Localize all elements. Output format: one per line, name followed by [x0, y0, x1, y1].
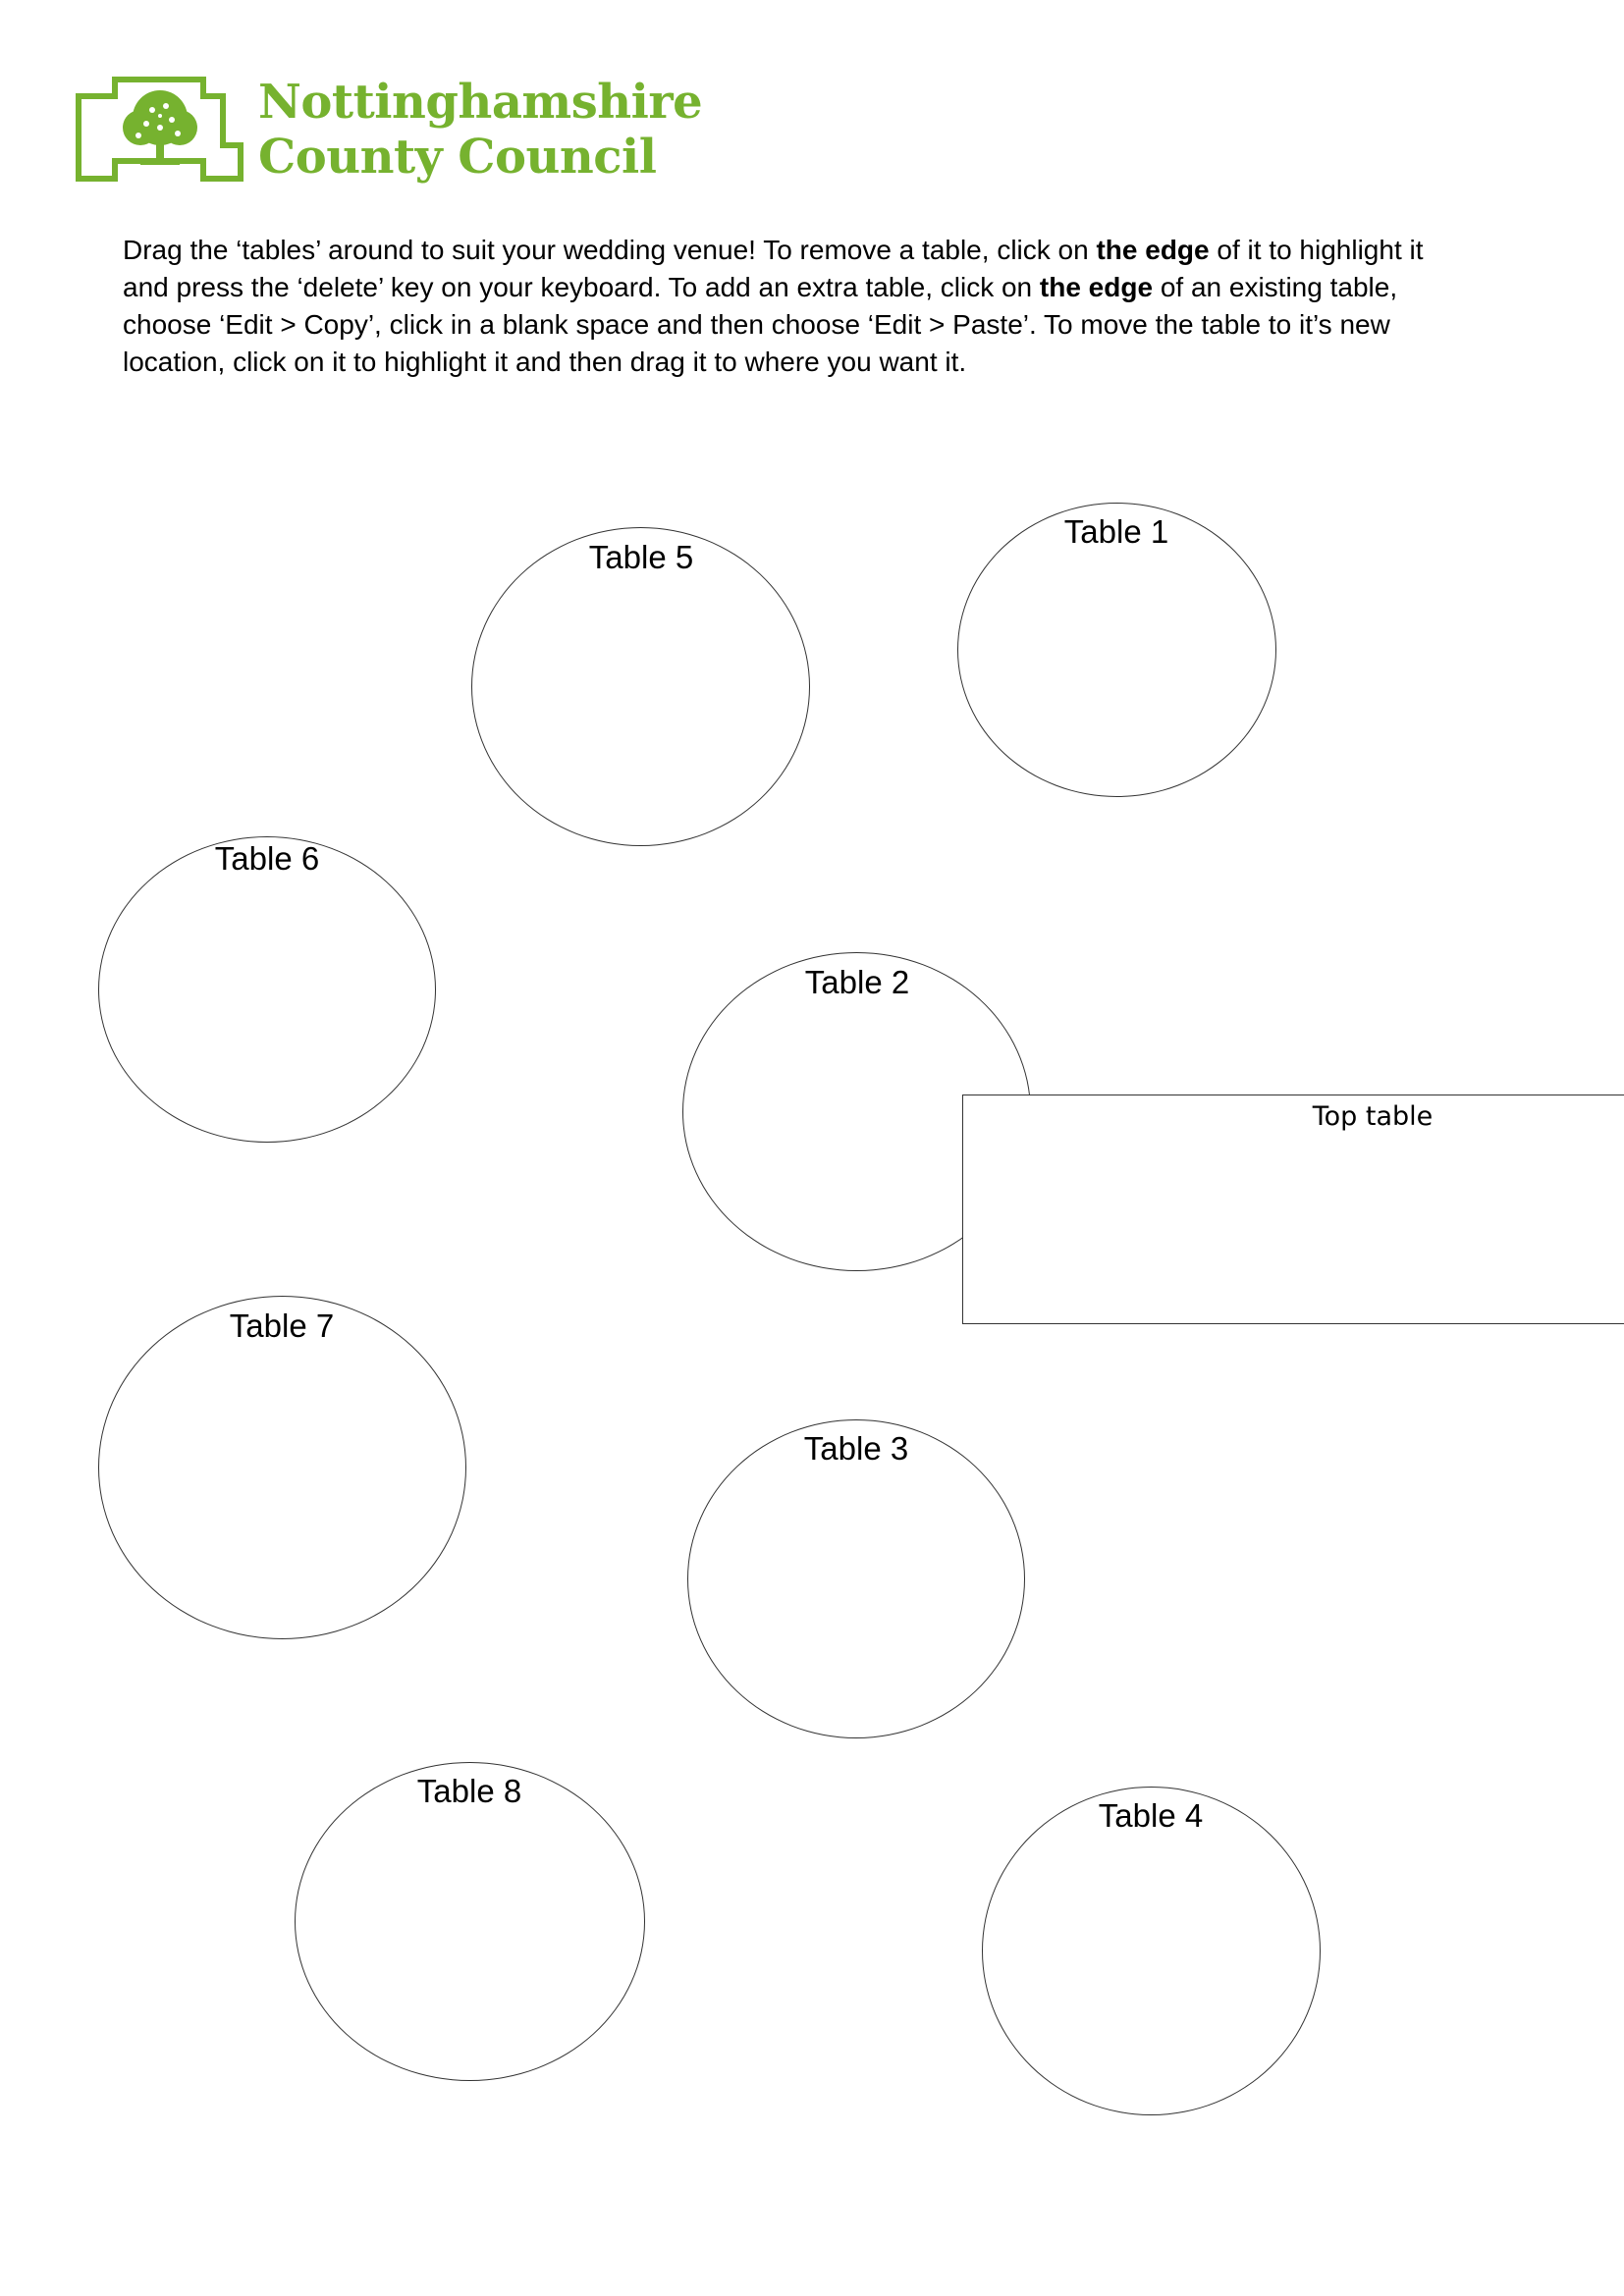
table-7-label: Table 7: [229, 1308, 335, 1344]
org-name-line2: County Council: [258, 130, 657, 185]
instructions-paragraph: [123, 232, 1468, 381]
table-5-label: Table 5: [588, 539, 694, 575]
council-logo: [76, 75, 724, 187]
table-8-label: Table 8: [416, 1773, 522, 1809]
table-7-circle[interactable]: [98, 1296, 466, 1639]
instructions-text-3: of an existing table, choose ‘Edit > Copy’, click in a blank space and then choose ‘Edit > Paste’. To move the table to it’s new location, click on it to highlight it and then drag it to where you want it.: [123, 272, 1398, 377]
instructions-bold-1: the edge: [1096, 235, 1210, 265]
top-table-label: Top table: [1312, 1101, 1434, 1132]
org-name-line1: Nottinghamshire: [258, 75, 703, 130]
table-4-label: Table 4: [1098, 1797, 1204, 1834]
table-4-circle[interactable]: [982, 1787, 1321, 2115]
instructions-text-2: of it to highlight it and press the ‘delete’ key on your keyboard. To add an extra table, click on: [123, 235, 1424, 302]
table-1-label: Table 1: [1063, 513, 1169, 550]
top-table-rect[interactable]: [962, 1095, 1624, 1324]
instructions-bold-2: the edge: [1039, 272, 1154, 302]
table-6-circle[interactable]: [98, 836, 436, 1143]
instructions-text-1: Drag the ‘tables’ around to suit your wedding venue! To remove a table, click on: [123, 235, 1097, 265]
table-3-label: Table 3: [803, 1430, 909, 1467]
table-2-label: Table 2: [804, 964, 910, 1000]
tree-icon: [76, 77, 244, 183]
table-6-label: Table 6: [214, 840, 320, 877]
